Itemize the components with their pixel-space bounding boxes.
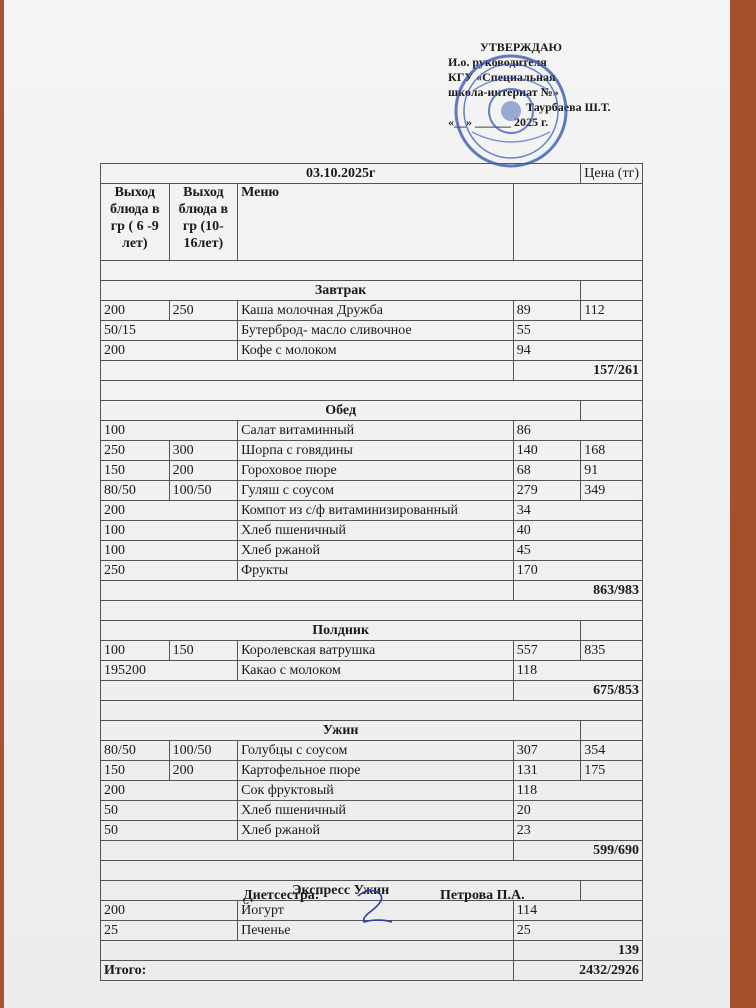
price-small-cell: 307 <box>513 741 581 761</box>
dish-name-cell: Королевская ватрушка <box>238 641 514 661</box>
table-row <box>101 741 643 761</box>
table-row <box>101 441 643 461</box>
price-large-cell: 91 <box>581 461 643 481</box>
price-cell: 23 <box>513 821 642 841</box>
spacer-row <box>101 381 643 401</box>
portion-small-cell: 80/50 <box>101 741 170 761</box>
section-total-row <box>101 841 643 861</box>
portion-small-cell: 80/50 <box>101 481 170 501</box>
table-row <box>101 321 643 341</box>
price-small-cell: 68 <box>513 461 581 481</box>
portion-cell: 50 <box>101 801 238 821</box>
spacer-row <box>101 861 643 881</box>
spacer-row <box>101 261 643 281</box>
dish-name-cell: Бутерброд- масло сливочное <box>238 321 514 341</box>
dish-name-cell: Картофельное пюре <box>238 761 514 781</box>
dish-name-cell: Салат витаминный <box>238 421 514 441</box>
portion-small-cell: 250 <box>101 441 170 461</box>
spacer-cell <box>101 381 643 401</box>
spacer-cell <box>101 861 643 881</box>
portion-cell: 200 <box>101 781 238 801</box>
section-title: Ужин <box>101 721 581 741</box>
section-total: 863/983 <box>513 581 642 601</box>
portion-cell: 50 <box>101 821 238 841</box>
section-heading-row <box>101 281 643 301</box>
section-total-empty <box>101 941 514 961</box>
table-row <box>101 661 643 681</box>
price-small-cell: 131 <box>513 761 581 781</box>
table-row <box>101 521 643 541</box>
section-heading-row <box>101 721 643 741</box>
section-total-row <box>101 681 643 701</box>
portion-small-cell: 200 <box>101 301 170 321</box>
approval-line: И.о. руководителя <box>448 55 547 69</box>
column-header-price-empty <box>513 184 642 261</box>
portion-large-cell: 200 <box>169 761 238 781</box>
price-large-cell: 112 <box>581 301 643 321</box>
dish-name-cell: Хлеб ржаной <box>238 541 514 561</box>
portion-large-cell: 150 <box>169 641 238 661</box>
dish-name-cell: Сок фруктовый <box>238 781 514 801</box>
portion-cell: 100 <box>101 521 238 541</box>
price-cell: 170 <box>513 561 642 581</box>
dietitian-label: Диетсестра: <box>243 888 320 903</box>
approval-line: Таурбаева Ш.Т. <box>526 100 611 114</box>
portion-cell: 200 <box>101 901 238 921</box>
table-row <box>101 561 643 581</box>
portion-small-cell: 150 <box>101 461 170 481</box>
price-small-cell: 279 <box>513 481 581 501</box>
menu-date: 03.10.2025г <box>101 164 581 184</box>
portion-cell: 200 <box>101 341 238 361</box>
section-title-price-cell <box>581 281 643 301</box>
table-row <box>101 421 643 441</box>
dish-name-cell: Хлеб пшеничный <box>238 521 514 541</box>
dietitian-name: Петрова П.А. <box>440 888 525 903</box>
section-total-row <box>101 361 643 381</box>
price-small-cell: 557 <box>513 641 581 661</box>
price-cell: 86 <box>513 421 642 441</box>
table-row <box>101 481 643 501</box>
portion-large-cell: 100/50 <box>169 741 238 761</box>
official-seal-stamp <box>452 52 570 170</box>
spacer-cell <box>101 261 643 281</box>
price-cell: 34 <box>513 501 642 521</box>
spacer-row <box>101 701 643 721</box>
section-title: Экспресс Ужин <box>101 881 581 901</box>
price-small-cell: 89 <box>513 301 581 321</box>
approval-line: КГУ «Специальная <box>448 70 556 84</box>
portion-cell: 195200 <box>101 661 238 681</box>
price-large-cell: 175 <box>581 761 643 781</box>
portion-small-cell: 150 <box>101 761 170 781</box>
section-title-price-cell <box>581 881 643 901</box>
dish-name-cell: Какао с молоком <box>238 661 514 681</box>
table-row <box>101 461 643 481</box>
table-row <box>101 781 643 801</box>
portion-cell: 50/15 <box>101 321 238 341</box>
dish-name-cell: Каша молочная Дружба <box>238 301 514 321</box>
portion-large-cell: 300 <box>169 441 238 461</box>
section-heading-row <box>101 401 643 421</box>
price-large-cell: 349 <box>581 481 643 501</box>
price-small-cell: 140 <box>513 441 581 461</box>
portion-cell: 100 <box>101 421 238 441</box>
column-header-portion-10-16: Выход блюда в гр (10-16лет) <box>169 184 238 261</box>
table-row <box>101 501 643 521</box>
handwritten-signature <box>350 888 400 928</box>
price-cell: 20 <box>513 801 642 821</box>
menu-table <box>100 163 643 981</box>
table-row <box>101 641 643 661</box>
section-total: 599/690 <box>513 841 642 861</box>
section-total: 139 <box>513 941 642 961</box>
dish-name-cell: Шорпа с говядины <box>238 441 514 461</box>
spacer-cell <box>101 601 643 621</box>
portion-cell: 100 <box>101 541 238 561</box>
portion-cell: 25 <box>101 921 238 941</box>
dish-name-cell: Хлеб ржаной <box>238 821 514 841</box>
approval-line: «__» ______ 2025 г. <box>448 115 549 129</box>
portion-large-cell: 200 <box>169 461 238 481</box>
section-title: Обед <box>101 401 581 421</box>
table-row <box>101 761 643 781</box>
portion-cell: 250 <box>101 561 238 581</box>
spacer-cell <box>101 701 643 721</box>
price-cell: 118 <box>513 661 642 681</box>
table-row <box>101 341 643 361</box>
dish-name-cell: Компот из с/ф витаминизированный <box>238 501 514 521</box>
price-cell: 55 <box>513 321 642 341</box>
portion-cell: 200 <box>101 501 238 521</box>
section-total: 675/853 <box>513 681 642 701</box>
portion-small-cell: 100 <box>101 641 170 661</box>
table-row <box>101 821 643 841</box>
dish-name-cell: Гороховое пюре <box>238 461 514 481</box>
section-title-price-cell <box>581 621 643 641</box>
price-cell: 25 <box>513 921 642 941</box>
dish-name-cell: Фрукты <box>238 561 514 581</box>
portion-large-cell: 250 <box>169 301 238 321</box>
dish-name-cell: Кофе с молоком <box>238 341 514 361</box>
portion-large-cell: 100/50 <box>169 481 238 501</box>
section-total-empty <box>101 361 514 381</box>
section-title-price-cell <box>581 721 643 741</box>
dish-name-cell: Хлеб пшеничный <box>238 801 514 821</box>
grand-total-value: 2432/2926 <box>513 961 642 981</box>
spacer-row <box>101 601 643 621</box>
dish-name-cell: Гуляш с соусом <box>238 481 514 501</box>
price-header: Цена (тг) <box>581 164 643 184</box>
price-large-cell: 354 <box>581 741 643 761</box>
table-row <box>101 301 643 321</box>
section-total-row <box>101 941 643 961</box>
price-cell: 40 <box>513 521 642 541</box>
column-header-menu: Меню <box>238 184 514 261</box>
section-total: 157/261 <box>513 361 642 381</box>
section-total-empty <box>101 841 514 861</box>
price-large-cell: 168 <box>581 441 643 461</box>
price-cell: 45 <box>513 541 642 561</box>
dish-name-cell: Йогурт <box>238 901 514 921</box>
price-cell: 118 <box>513 781 642 801</box>
section-total-empty <box>101 581 514 601</box>
table-row <box>101 541 643 561</box>
section-title: Полдник <box>101 621 581 641</box>
section-heading-row <box>101 621 643 641</box>
section-title: Завтрак <box>101 281 581 301</box>
price-cell: 114 <box>513 901 642 921</box>
dish-name-cell: Печенье <box>238 921 514 941</box>
dish-name-cell: Голубцы с соусом <box>238 741 514 761</box>
grand-total-row <box>101 961 643 981</box>
price-cell: 94 <box>513 341 642 361</box>
table-row <box>101 801 643 821</box>
price-large-cell: 835 <box>581 641 643 661</box>
section-total-row <box>101 581 643 601</box>
column-header-portion-6-9: Выход блюда в гр ( 6 -9 лет) <box>101 184 170 261</box>
section-title-price-cell <box>581 401 643 421</box>
grand-total-label: Итого: <box>101 961 514 981</box>
approval-line: школа-интернат №» <box>448 85 559 99</box>
approval-line: УТВЕРЖДАЮ <box>480 40 563 54</box>
section-total-empty <box>101 681 514 701</box>
